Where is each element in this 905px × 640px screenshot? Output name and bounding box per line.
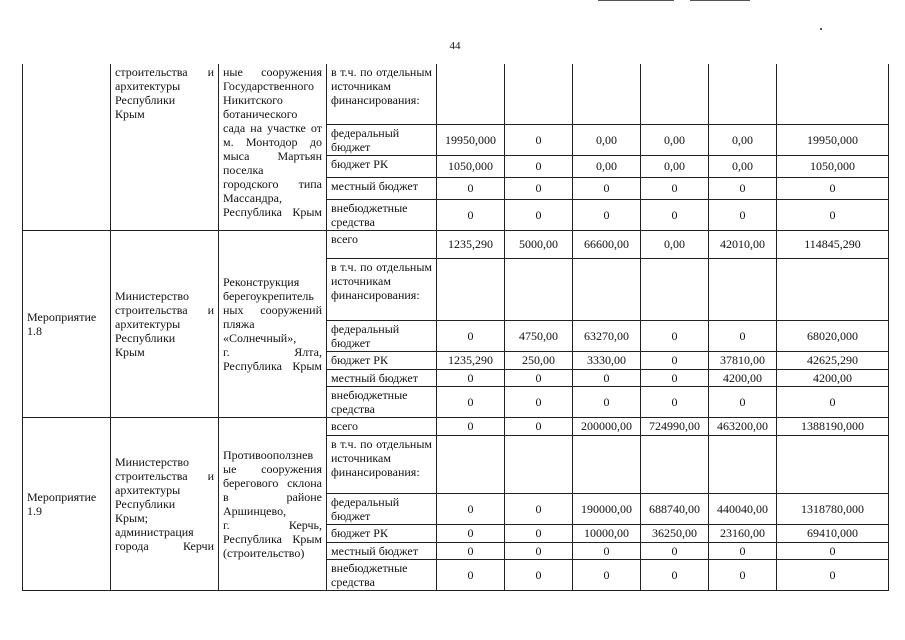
value-cell [777, 258, 889, 320]
source-cell: бюджет РК [327, 155, 437, 177]
value-cell [709, 64, 777, 124]
source-cell: внебюджетные средства [327, 199, 437, 230]
cell-line: берегоукрепитель [223, 288, 314, 303]
value-cell: 0 [573, 386, 641, 417]
cell-line: Республика Крым [223, 358, 322, 373]
value-cell: 0,00 [573, 124, 641, 155]
cell-line: Крым; [115, 510, 148, 525]
source-cell: всего [327, 230, 437, 258]
source-cell: бюджет РК [327, 524, 437, 542]
cell-line: Аршинцево, [223, 503, 287, 518]
value-cell: 0 [777, 559, 889, 590]
cell-line: архитектуры [115, 482, 181, 497]
source-cell: в т.ч. по отдельным источникам финансирования: [327, 258, 437, 320]
value-cell: 0 [573, 369, 641, 386]
value-cell: 114845,290 [777, 230, 889, 258]
table-row [23, 64, 889, 124]
cell-line: Министерство [115, 288, 189, 303]
value-cell [573, 64, 641, 124]
value-cell: 37810,00 [709, 351, 777, 369]
value-cell: 69410,000 [777, 524, 889, 542]
cell-line: (строительство) [223, 545, 305, 560]
cell-line: Республики [115, 93, 176, 107]
value-cell: 0 [641, 369, 709, 386]
value-cell [777, 64, 889, 124]
value-cell: 0 [437, 542, 505, 559]
cell-line: берегового склона [223, 475, 322, 490]
value-cell [505, 435, 573, 493]
value-cell: 4750,00 [505, 320, 573, 351]
value-cell: 0 [709, 177, 777, 199]
value-cell: 4200,00 [709, 369, 777, 386]
value-cell: 0 [505, 199, 573, 230]
value-cell: 190000,00 [573, 493, 641, 524]
value-cell: 0 [777, 177, 889, 199]
cell-line: строительства и [115, 302, 214, 317]
value-cell: 0,00 [641, 230, 709, 258]
value-cell: 0 [573, 199, 641, 230]
value-cell: 0 [641, 199, 709, 230]
cell-line: Крым [115, 344, 145, 359]
value-cell: 0 [505, 386, 573, 417]
value-cell: 250,00 [505, 351, 573, 369]
cell-line: ные сооружения [223, 65, 322, 79]
value-cell: 0 [777, 199, 889, 230]
cell-line: городского типа [223, 177, 322, 191]
value-cell [573, 258, 641, 320]
cell-line: м. Монтодор до [223, 135, 322, 149]
source-cell: внебюджетные средства [327, 386, 437, 417]
value-cell: 0 [505, 124, 573, 155]
executor-cell [111, 417, 219, 590]
value-cell: 1235,290 [437, 351, 505, 369]
value-cell: 0 [641, 542, 709, 559]
value-cell: 0 [505, 369, 573, 386]
value-cell: 0 [437, 320, 505, 351]
value-cell: 724990,00 [641, 417, 709, 435]
value-cell: 0 [777, 386, 889, 417]
table-body [23, 64, 889, 590]
value-cell: 10000,00 [573, 524, 641, 542]
value-cell: 0 [437, 386, 505, 417]
source-cell: местный бюджет [327, 369, 437, 386]
value-cell: 0 [573, 542, 641, 559]
value-cell: 68020,000 [777, 320, 889, 351]
value-cell: 0 [641, 177, 709, 199]
value-cell: 0 [505, 417, 573, 435]
value-cell: 0 [505, 524, 573, 542]
value-cell: 0,00 [709, 155, 777, 177]
value-cell [573, 435, 641, 493]
value-cell: 1235,290 [437, 230, 505, 258]
cell-line: «Солнечный», [223, 330, 297, 345]
value-cell: 19950,000 [777, 124, 889, 155]
cell-line: мыса Мартьян [223, 149, 322, 163]
cell-line: пляжа [223, 316, 255, 331]
cell-line: Государственного [223, 79, 314, 93]
value-cell: 0,00 [573, 155, 641, 177]
cell-line: Министерство [115, 454, 189, 469]
value-cell: 0 [709, 542, 777, 559]
cell-line: строительства и [115, 65, 214, 79]
value-cell: 0,00 [641, 124, 709, 155]
value-cell: 200000,00 [573, 417, 641, 435]
cell-line: строительства и [115, 468, 214, 483]
value-cell [437, 64, 505, 124]
value-cell: 440040,00 [709, 493, 777, 524]
cell-line: г. Керчь, [223, 517, 322, 532]
value-cell [437, 435, 505, 493]
cell-line: архитектуры [115, 316, 181, 331]
description-cell [219, 230, 327, 417]
value-cell: 0 [505, 493, 573, 524]
value-cell: 23160,00 [709, 524, 777, 542]
value-cell: 1050,000 [777, 155, 889, 177]
event-label: Мероприятие 1.9 [27, 489, 97, 518]
value-cell: 0 [437, 417, 505, 435]
top-rule-right [690, 0, 750, 1]
description-cell [219, 417, 327, 590]
cell-line: Республика Крым [223, 531, 322, 546]
value-cell [709, 435, 777, 493]
value-cell: 0 [709, 320, 777, 351]
value-cell: 1050,000 [437, 155, 505, 177]
page-number: 44 [449, 40, 461, 52]
cell-line: поселка [223, 163, 264, 177]
value-cell [505, 258, 573, 320]
value-cell [437, 258, 505, 320]
description-cell [219, 64, 327, 230]
cell-line: Никитского [223, 93, 283, 107]
value-cell: 1318780,000 [777, 493, 889, 524]
cell-line: сада на участке от [223, 121, 322, 135]
value-cell: 0 [437, 559, 505, 590]
event-label: Мероприятие 1.8 [27, 309, 97, 338]
value-cell: 0 [709, 559, 777, 590]
value-cell: 688740,00 [641, 493, 709, 524]
value-cell: 0 [709, 386, 777, 417]
value-cell: 0 [641, 320, 709, 351]
value-cell: 0 [641, 386, 709, 417]
value-cell: 0 [777, 542, 889, 559]
event-cell [23, 64, 111, 230]
cell-line: города Керчи [115, 538, 214, 553]
cell-line: Республика Крым [223, 205, 322, 219]
value-cell: 4200,00 [777, 369, 889, 386]
executor-cell [111, 230, 219, 417]
value-cell: 0 [573, 177, 641, 199]
cell-line: Республики [115, 496, 176, 511]
value-cell [641, 435, 709, 493]
cell-line: г. Ялта, [223, 344, 322, 359]
value-cell: 42010,00 [709, 230, 777, 258]
value-cell: 0 [437, 493, 505, 524]
cell-line: ые сооружения [223, 461, 322, 476]
table-row [23, 417, 889, 435]
cell-line: ных сооружений [223, 302, 322, 317]
value-cell: 0 [573, 559, 641, 590]
cell-line: Противооползнев [223, 447, 314, 462]
value-cell: 0,00 [709, 124, 777, 155]
source-cell: всего [327, 417, 437, 435]
cell-line: архитектуры [115, 79, 181, 93]
source-cell: местный бюджет [327, 177, 437, 199]
source-cell: местный бюджет [327, 542, 437, 559]
value-cell: 36250,00 [641, 524, 709, 542]
value-cell: 0 [641, 351, 709, 369]
table-row [23, 230, 889, 258]
source-cell: в т.ч. по отдельным источникам финансирования: [327, 64, 437, 124]
cell-line: ботанического [223, 107, 298, 121]
value-cell: 0 [505, 155, 573, 177]
value-cell: 42625,290 [777, 351, 889, 369]
cell-line: Крым [115, 107, 145, 121]
value-cell [505, 64, 573, 124]
event-cell [23, 230, 111, 417]
cell-line: Республики [115, 330, 176, 345]
value-cell: 0 [437, 177, 505, 199]
source-cell: федеральный бюджет [327, 320, 437, 351]
value-cell: 0 [709, 199, 777, 230]
source-cell: внебюджетные средства [327, 559, 437, 590]
value-cell: 19950,000 [437, 124, 505, 155]
cell-line: администрация [115, 524, 194, 539]
cell-line: Массандра, [223, 191, 282, 205]
source-cell: федеральный бюджет [327, 493, 437, 524]
cell-line: в районе [223, 489, 322, 504]
value-cell: 5000,00 [505, 230, 573, 258]
top-rule-left [598, 0, 674, 1]
value-cell [641, 258, 709, 320]
value-cell [709, 258, 777, 320]
value-cell: 1388190,000 [777, 417, 889, 435]
cell-line: Реконструкция [223, 274, 300, 289]
value-cell: 66600,00 [573, 230, 641, 258]
value-cell: 463200,00 [709, 417, 777, 435]
value-cell [777, 435, 889, 493]
value-cell [641, 64, 709, 124]
value-cell: 0 [505, 542, 573, 559]
value-cell: 0 [437, 369, 505, 386]
value-cell: 3330,00 [573, 351, 641, 369]
value-cell: 0 [641, 559, 709, 590]
executor-cell [111, 64, 219, 230]
source-cell: в т.ч. по отдельным источникам финансирования: [327, 435, 437, 493]
value-cell: 0,00 [641, 155, 709, 177]
financing-table [22, 64, 889, 591]
source-cell: бюджет РК [327, 351, 437, 369]
scan-dot [820, 28, 822, 30]
source-cell: федеральный бюджет [327, 124, 437, 155]
value-cell: 63270,00 [573, 320, 641, 351]
value-cell: 0 [437, 199, 505, 230]
value-cell: 0 [437, 524, 505, 542]
event-cell [23, 417, 111, 590]
value-cell: 0 [505, 559, 573, 590]
value-cell: 0 [505, 177, 573, 199]
